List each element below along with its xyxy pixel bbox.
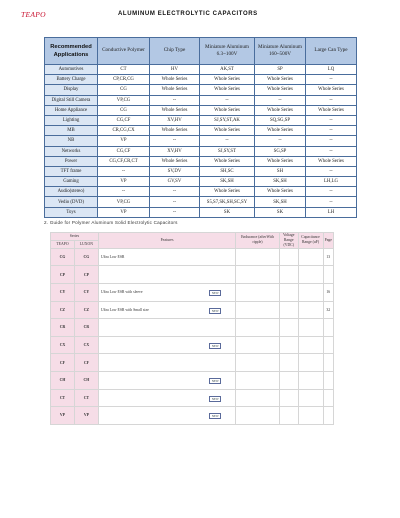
series-code-alt: CR [74,319,98,337]
series-code: CT [51,389,75,407]
voltage-cell [279,248,298,266]
table-cell: Whole Series [255,126,306,136]
table-row [45,105,357,115]
capacitance-cell [298,319,323,337]
new-badge: NEW [209,378,221,384]
table-cell: -- [306,126,357,136]
new-badge: NEW [209,308,221,314]
table-row [45,177,357,187]
page-cell: 32 [323,301,333,319]
capacitance-cell [298,266,323,284]
series-feature [98,371,235,389]
table-cell: HV [150,65,200,75]
table-cell: SK,SH [255,197,306,207]
endurance-cell [236,407,280,425]
series-feature [98,354,235,372]
capacitance-cell [298,283,323,301]
table-cell: CG [98,105,150,115]
table-cell: -- [306,95,357,105]
series-feature: Ultra Low ESR with sleeve NEW [98,283,235,301]
column-header: Recommended Applications [45,38,98,65]
endurance-cell [236,301,280,319]
series-feature: Ultra Low ESR [98,248,235,266]
table-cell: CP,CR,CG [98,75,150,85]
endurance-cell [236,336,280,354]
applications-table-body [45,65,357,218]
series-feature [98,407,235,425]
series-code-alt: CT [74,389,98,407]
table-cell: -- [306,75,357,85]
page-cell [323,407,333,425]
table-cell: LH,LG [306,177,357,187]
series-code: CY [51,283,75,301]
table-cell: Whole Series [255,105,306,115]
series-guide-note: 2. Guide for Polymer Aluminum Solid Electrolytic Capacitors [44,220,178,225]
series-code-alt: CH [74,371,98,389]
series-code: CR [51,319,75,337]
table-row [45,115,357,125]
endurance-cell [236,248,280,266]
brand-logo: TEAPO [21,10,46,19]
table-cell: SH [255,166,306,176]
series-row [51,283,334,301]
table-cell: -- [306,197,357,207]
table-cell: CG,CF [98,146,150,156]
capacitance-cell [298,389,323,407]
table-cell: -- [98,166,150,176]
table-cell: XV,HV [150,146,200,156]
new-badge: NEW [209,396,221,402]
series-feature [98,319,235,337]
series-code-alt: CF [74,354,98,372]
column-header: Large Can Type [306,38,357,65]
application-cell: MB [45,126,98,136]
table-cell: SV,DV [150,166,200,176]
application-cell: Networks [45,146,98,156]
application-cell: TFT frame [45,166,98,176]
endurance-cell [236,319,280,337]
table-cell: -- [255,136,306,146]
series-group-header: Series [51,233,99,241]
series-row [51,319,334,337]
series-row [51,336,334,354]
table-cell: SK,SH [200,177,255,187]
table-row [45,156,357,166]
table-cell: GV,SV [150,177,200,187]
table-cell: -- [306,187,357,197]
series-code: VP [51,407,75,425]
table-cell: Whole Series [200,85,255,95]
voltage-cell [279,371,298,389]
series-code: CZ [51,301,75,319]
series-row [51,354,334,372]
table-cell: -- [200,95,255,105]
table-row [45,85,357,95]
application-cell: Gaming [45,177,98,187]
series-code: CG [51,248,75,266]
table-cell: Whole Series [255,75,306,85]
voltage-cell [279,266,298,284]
table-cell: Whole Series [150,105,200,115]
voltage-cell [279,354,298,372]
page-cell [323,336,333,354]
series-code-alt: CP [74,266,98,284]
table-cell: SJ,SY,ST,AK [200,115,255,125]
endurance-header: Endurance (afterWith ripple) [236,233,280,249]
voltage-cell [279,336,298,354]
applications-table-header [45,38,357,65]
endurance-cell [236,371,280,389]
series-code: CF [51,354,75,372]
series-row [51,301,334,319]
capacitance-cell [298,301,323,319]
table-cell: Whole Series [255,156,306,166]
table-cell: VP,CG [98,95,150,105]
endurance-cell [236,266,280,284]
application-cell: Power [45,156,98,166]
series-code-alt: CG [74,248,98,266]
table-row [45,146,357,156]
application-cell: Automotives [45,65,98,75]
features-header: Features [98,233,235,249]
table-cell: CG,CF,CR,CT [98,156,150,166]
table-cell: Whole Series [200,75,255,85]
application-cell: Battery Charge [45,75,98,85]
brand2-header: LUXON [74,240,98,248]
table-cell: Whole Series [200,105,255,115]
table-cell: -- [150,187,200,197]
column-header: Conductive Polymer [98,38,150,65]
endurance-cell [236,389,280,407]
application-cell: Audio(stereo) [45,187,98,197]
table-cell: Whole Series [200,156,255,166]
table-row [45,187,357,197]
table-cell: SP [255,65,306,75]
table-cell: -- [150,207,200,217]
table-cell: VP [98,136,150,146]
table-cell: Whole Series [200,126,255,136]
page-title: ALUMINUM ELECTROLYTIC CAPACITORS [118,11,258,17]
table-cell: LH [306,207,357,217]
capacitance-cell [298,354,323,372]
page-cell: 16 [323,283,333,301]
table-cell: SK,SH [255,177,306,187]
application-cell: Vedio (DVD) [45,197,98,207]
application-cell: Display [45,85,98,95]
table-cell: CT [98,65,150,75]
table-cell: CR,CG,CX [98,126,150,136]
table-cell: -- [306,136,357,146]
table-cell: S5,S7,SK,SH,SC,SY [200,197,255,207]
page-cell: 13 [323,248,333,266]
application-cell: Digital Still Camera [45,95,98,105]
application-cell: NB [45,136,98,146]
table-cell: CG [98,85,150,95]
capacitance-header: Capacitance Range (uF) [298,233,323,249]
series-table-body [51,248,334,424]
table-row [45,75,357,85]
column-header: Miniature Aluminum 6.3~100V [200,38,255,65]
page-cell [323,319,333,337]
new-badge: NEW [209,290,221,296]
page-cell [323,389,333,407]
table-cell: Whole Series [150,75,200,85]
page-header: Page [323,233,333,249]
capacitance-cell [298,407,323,425]
page-cell [323,371,333,389]
series-code: CX [51,336,75,354]
table-cell: SH,SC [200,166,255,176]
series-code: CP [51,266,75,284]
table-cell: SK [255,207,306,217]
table-cell: XV,HV [150,115,200,125]
table-cell: SK [200,207,255,217]
voltage-cell [279,283,298,301]
table-row [45,197,357,207]
series-code: CH [51,371,75,389]
page-cell [323,266,333,284]
table-cell: Whole Series [306,105,357,115]
table-cell: -- [306,146,357,156]
application-cell: Home Appliance [45,105,98,115]
table-cell: VP [98,207,150,217]
table-cell: Whole Series [255,187,306,197]
new-badge: NEW [209,343,221,349]
series-code-alt: VP [74,407,98,425]
endurance-cell [236,283,280,301]
table-cell: -- [255,95,306,105]
table-cell: -- [306,115,357,125]
series-row [51,248,334,266]
brand1-header: TEAPO [51,240,75,248]
series-feature [98,389,235,407]
page-cell [323,354,333,372]
voltage-header: Voltage Range (VDC) [279,233,298,249]
table-row [45,136,357,146]
endurance-cell [236,354,280,372]
voltage-cell [279,319,298,337]
table-cell: Whole Series [306,85,357,95]
voltage-cell [279,407,298,425]
series-feature [98,336,235,354]
table-cell: CG,CF [98,115,150,125]
table-row [45,126,357,136]
table-cell: Whole Series [150,156,200,166]
table-cell: Whole Series [150,126,200,136]
capacitance-cell [298,248,323,266]
series-code-alt: CZ [74,301,98,319]
table-cell: SQ,SG,SP [255,115,306,125]
series-code-alt: CX [74,336,98,354]
new-badge: NEW [209,413,221,419]
applications-table [44,37,357,218]
table-cell: SG,SP [255,146,306,156]
application-cell: Toys [45,207,98,217]
table-row [45,95,357,105]
series-feature [98,266,235,284]
table-cell: -- [98,187,150,197]
table-cell: VP,CG [98,197,150,207]
series-row [51,371,334,389]
application-cell: Lighting [45,115,98,125]
series-table [50,232,334,425]
table-cell: VP [98,177,150,187]
table-row [45,166,357,176]
table-cell: LQ [306,65,357,75]
voltage-cell [279,301,298,319]
table-cell: Whole Series [255,85,306,95]
table-cell: Whole Series [200,187,255,197]
series-row [51,389,334,407]
column-header: Chip Type [150,38,200,65]
table-cell: Whole Series [306,156,357,166]
series-row [51,266,334,284]
table-row [45,65,357,75]
capacitance-cell [298,336,323,354]
table-cell: -- [306,166,357,176]
table-row [45,207,357,217]
series-code-alt: CY [74,283,98,301]
table-cell: AK,ST [200,65,255,75]
column-header: Miniature Aluminum 160~500V [255,38,306,65]
series-row [51,407,334,425]
table-cell: SJ,SY,ST [200,146,255,156]
table-cell: -- [150,95,200,105]
table-cell: -- [200,136,255,146]
table-cell: Whole Series [150,85,200,95]
series-feature: Ultra Low ESR with Small size NEW [98,301,235,319]
voltage-cell [279,389,298,407]
table-cell: -- [150,136,200,146]
table-cell: -- [150,197,200,207]
capacitance-cell [298,371,323,389]
